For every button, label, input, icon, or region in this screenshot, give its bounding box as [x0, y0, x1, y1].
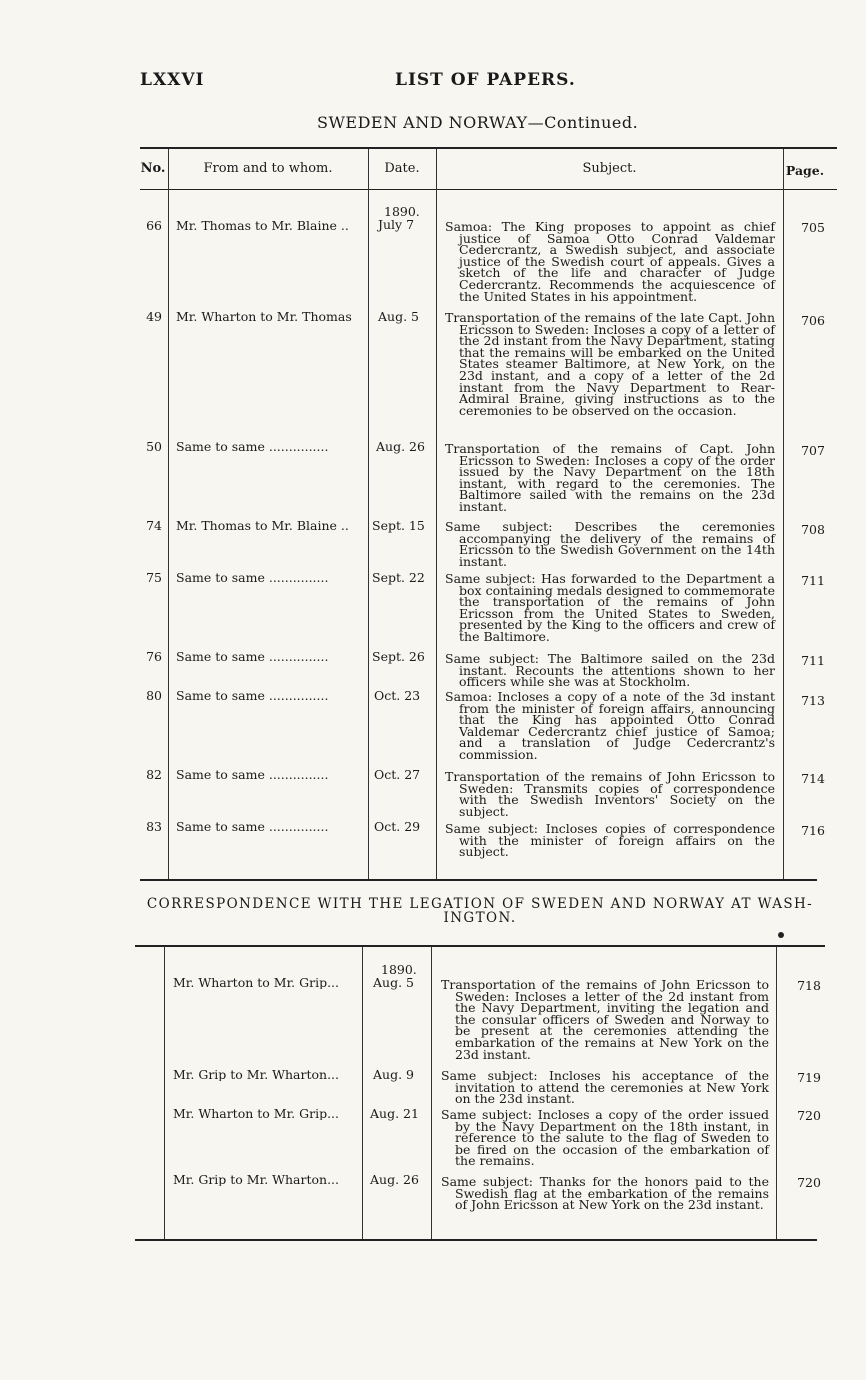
row-page: 716 [801, 823, 825, 838]
legation-row-date: Aug. 5 [373, 975, 414, 990]
row-from-to: Same to same ............... [176, 690, 329, 702]
legation-row-date: Aug. 21 [370, 1106, 419, 1121]
row-date: Oct. 27 [374, 767, 421, 782]
row-subject: Same subject: Has forwarded to the Department a box containing medals designed to commemorate the transportation of the remains of John Ericsson from the United States to Sweden, presented by the King to the officers and crew of the Baltimore. [445, 571, 775, 644]
row-date: Oct. 23 [374, 688, 421, 703]
legation-row-from-to: Mr. Wharton to Mr. Grip... [173, 1108, 339, 1120]
legation-row-page: 718 [797, 978, 821, 993]
table-header-rule [140, 189, 837, 190]
row-date: Sept. 26 [372, 649, 425, 664]
col-header-date: Date. [384, 161, 420, 176]
row-no: 66 [146, 218, 162, 233]
legation-row-page: 720 [797, 1175, 821, 1190]
legation-title [135, 897, 825, 925]
col-divider [168, 149, 169, 879]
row-no: 83 [146, 819, 162, 834]
row-date: Aug. 5 [378, 309, 419, 324]
legation-year-label: 1890. [381, 962, 417, 977]
row-page: 708 [801, 522, 825, 537]
row-date: July 7 [378, 217, 415, 232]
col-divider [368, 149, 369, 879]
legation-table-bottom-rule [135, 1239, 817, 1241]
legation-table-top-rule [135, 945, 825, 947]
legation-row-from-to: Mr. Wharton to Mr. Grip... [173, 977, 339, 989]
row-no: 75 [146, 570, 162, 585]
legation-row-subject: Same subject: Incloses his acceptance of the invitation to attend the ceremonies at New York on the 23d instant. [441, 1068, 769, 1107]
row-from-to: Mr. Thomas to Mr. Blaine .. [176, 520, 349, 532]
legation-row-from-to: Mr. Grip to Mr. Wharton... [173, 1069, 339, 1081]
col-divider [431, 947, 432, 1239]
legation-row-subject: Same subject: Incloses a copy of the order issued by the Navy Department on the 18th instant, in reference to the salute to the flag of Sweden to be fired on the occasion of the embarkation of the remains. [441, 1107, 769, 1169]
row-date: Sept. 15 [372, 518, 425, 533]
table-top-rule [140, 147, 837, 149]
legation-row-date: Aug. 9 [373, 1067, 414, 1082]
row-page: 713 [801, 693, 825, 708]
row-no: 50 [146, 439, 162, 454]
row-page: 714 [801, 771, 825, 786]
row-from-to: Same to same ............... [176, 651, 329, 663]
col-divider [783, 149, 784, 879]
legation-row-subject: Same subject: Thanks for the honors paid to the Swedish flag at the embarkation of the remains of John Ericsson at New York on the 23d instant. [441, 1174, 769, 1213]
row-page: 706 [801, 313, 825, 328]
row-subject: Transportation of the remains of John Ericsson to Sweden: Transmits copies of correspondence with the Swedish Inventors' Society on the subject. [445, 769, 775, 819]
col-header-page: Page. [785, 163, 825, 178]
year-label: 1890. [384, 204, 420, 219]
row-from-to: Mr. Wharton to Mr. Thomas [176, 311, 352, 323]
legation-title-line2: INGTON. [443, 910, 517, 926]
row-date: Oct. 29 [374, 819, 421, 834]
row-no: 82 [146, 767, 162, 782]
page-number: LXXVI [140, 70, 205, 90]
legation-row-page: 720 [797, 1108, 821, 1123]
row-no: 76 [146, 649, 162, 664]
row-page: 711 [801, 573, 825, 588]
row-from-to: Same to same ............... [176, 769, 329, 781]
legation-row-from-to: Mr. Grip to Mr. Wharton... [173, 1174, 339, 1186]
ink-dot [778, 932, 784, 938]
row-no: 80 [146, 688, 162, 703]
row-subject: Samoa: Incloses a copy of a note of the 3d instant from the minister of foreign affairs, announcing that the King has appointed Otto Conrad Valdemar Cedercrantz chief justice of Samoa; and a translation of Judge Cedercrantz's commission. [445, 689, 775, 762]
row-from-to: Mr. Thomas to Mr. Blaine .. [176, 220, 349, 232]
col-header-from-to: From and to whom. [203, 161, 333, 176]
row-from-to: Same to same ............... [176, 821, 329, 833]
col-divider [164, 947, 165, 1239]
legation-title-line1: CORRESPONDENCE WITH THE LEGATION OF SWEDEN AND NORWAY AT WASH- [146, 896, 814, 912]
row-subject: Same subject: Describes the ceremonies accompanying the delivery of the remains of Ericsson to the Swedish Government on the 14th instant. [445, 519, 775, 569]
col-header-subject: Subject. [582, 161, 637, 176]
legation-row-subject: Transportation of the remains of John Ericsson to Sweden: Incloses a letter of the 2d instant from the Navy Department, inviting the legation and the consular officers of Sweden and Norway to be present at the ceremonies attending the embarkation of the remains at New York on the 23d instant. [441, 977, 769, 1062]
row-page: 705 [801, 220, 825, 235]
page-title: LIST OF PAPERS. [395, 70, 576, 90]
row-subject: Transportation of the remains of the late Capt. John Ericsson to Sweden: Incloses a copy of a letter of the 2d instant from the Navy Department, stating that the remains will be embarked on the United States steamer Baltimore, at New York, on the 23d instant, and a copy of a letter of the 2d instant from the Navy Department to Rear-Admiral Braine, giving instructions as to the ceremonies to be observed on the occasion. [445, 310, 775, 418]
col-divider [436, 149, 437, 879]
col-header-no: No. [140, 161, 166, 176]
legation-row-date: Aug. 26 [370, 1172, 419, 1187]
row-page: 711 [801, 653, 825, 668]
row-subject: Transportation of the remains of Capt. John Ericsson to Sweden: Incloses a copy of the order issued by the Navy Department on the 18th instant, with regard to the ceremonies. The Baltimore sailed with the remains on the 23d instant. [445, 441, 775, 514]
col-divider [776, 947, 777, 1239]
table-bottom-rule [140, 879, 817, 881]
row-date: Aug. 26 [376, 439, 425, 454]
col-divider [362, 947, 363, 1239]
row-no: 74 [146, 518, 162, 533]
row-subject: Same subject: Incloses copies of correspondence with the minister of foreign affairs on the subject. [445, 821, 775, 860]
row-from-to: Same to same ............... [176, 572, 329, 584]
row-subject: Samoa: The King proposes to appoint as chief justice of Samoa Otto Conrad Valdemar Cedercrantz, a Swedish subject, and associate justice of the Swedish court of appeals. Gives a sketch of the life and character of Judge Cedercrantz. Recommends the acquiescence of the United States in his appointment. [445, 219, 775, 304]
legation-row-page: 719 [797, 1070, 821, 1085]
row-page: 707 [801, 443, 825, 458]
row-date: Sept. 22 [372, 570, 425, 585]
row-from-to: Same to same ............... [176, 441, 329, 453]
section-title: SWEDEN AND NORWAY—Continued. [317, 113, 639, 132]
row-no: 49 [146, 309, 162, 324]
row-subject: Same subject: The Baltimore sailed on the 23d instant. Recounts the attentions shown to her officers while she was at Stockholm. [445, 651, 775, 690]
